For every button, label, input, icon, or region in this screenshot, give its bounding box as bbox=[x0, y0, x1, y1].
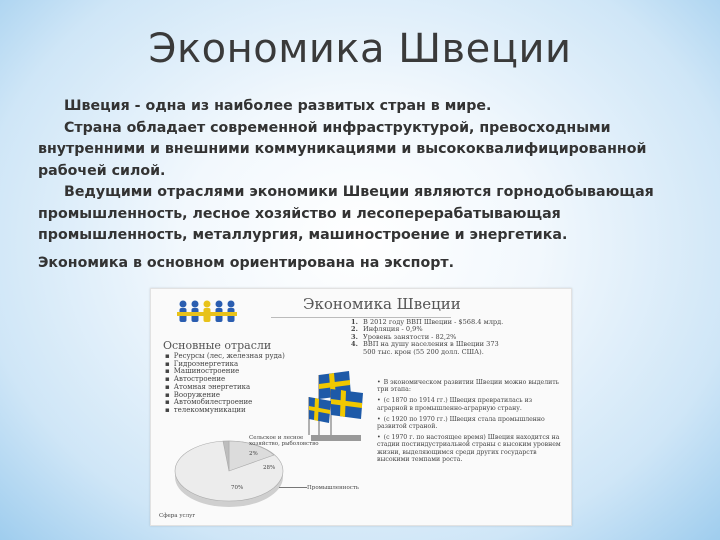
embedded-slide-image bbox=[150, 288, 572, 526]
list-item: ▪ Автомобилестроение bbox=[165, 399, 285, 407]
paragraph-2: Страна обладает современной инфраструктурой, превосходными внутренними и внешними коммуникациями и высококвалифицированной рабочей силой. bbox=[38, 119, 647, 179]
pie-leader-line bbox=[279, 487, 307, 488]
image-title: Экономика Швеции bbox=[303, 295, 461, 313]
list-item: ▪ Машиностроение bbox=[165, 368, 285, 376]
list-item: ▪ телекоммуникации bbox=[165, 407, 285, 415]
paragraph-1: Швеция - одна из наиболее развитых стран в мире. bbox=[64, 98, 492, 114]
list-item: 500 тыс. крон (55 200 долл. США). bbox=[363, 347, 484, 356]
sectors-heading: Основные отрасли bbox=[163, 339, 272, 352]
slide-body bbox=[38, 96, 698, 274]
list-item: ▪ Атомная энергетика bbox=[165, 384, 285, 392]
facts-list bbox=[351, 319, 561, 356]
slide-title: Экономика Швеции bbox=[148, 26, 572, 72]
list-item: ▪ Вооружение bbox=[165, 392, 285, 400]
pie-label-agriculture: Сельское и лесное хозяйство, рыболовство bbox=[249, 435, 319, 447]
sectors-list bbox=[165, 353, 285, 415]
paragraph-4: Экономика в основном ориентирована на экспорт. bbox=[38, 254, 454, 271]
pie-label-industry: Промышленность bbox=[307, 485, 359, 491]
pie-pct-services: 70% bbox=[231, 485, 244, 491]
stages-list bbox=[377, 379, 563, 467]
list-item: • (с 1970 г. по настоящее время) Швеция находится на стадии постиндустриальной страны с высоким уровнем жизни, выделяющимся среди других государств высокими темпами роста. bbox=[377, 434, 563, 463]
list-item: ▪ Гидроэнергетика bbox=[165, 361, 285, 369]
people-icon bbox=[177, 299, 237, 331]
pie-pct-industry: 28% bbox=[263, 465, 276, 471]
pie-pct-agriculture: 2% bbox=[249, 451, 258, 457]
list-item: ▪ Ресурсы (лес, железная руда) bbox=[165, 353, 285, 361]
paragraph-3: Ведущими отраслями экономики Швеции являются горнодобывающая промышленность, лесное хозяйство и лесоперерабатывающая промышленность, металлургия, машиностроение и энергетика. bbox=[38, 184, 654, 243]
pie-label-services: Сфера услуг bbox=[159, 513, 196, 519]
list-item: ▪ Автостроение bbox=[165, 376, 285, 384]
economy-pie-chart bbox=[171, 419, 331, 519]
list-item: 3. Уровень занятости - 82,2% bbox=[351, 332, 457, 341]
list-item: 1. В 2012 году ВВП Швеции - $568.4 млрд. bbox=[351, 318, 504, 326]
list-item: 2. Инфляция - 0,9% bbox=[351, 325, 423, 334]
list-item: • В экономическом развитии Швеции можно выделить три этапа: bbox=[377, 379, 563, 393]
list-item: • (с 1870 по 1914 гг.) Швеция превратилась из аграрной в промышленно-аграрную страну. bbox=[377, 397, 563, 411]
list-item: • (с 1920 по 1970 гг.) Швеция стала промышленно развитой страной. bbox=[377, 416, 563, 430]
list-item: 4. ВВП на душу населения в Швеции 373 bbox=[351, 340, 499, 349]
